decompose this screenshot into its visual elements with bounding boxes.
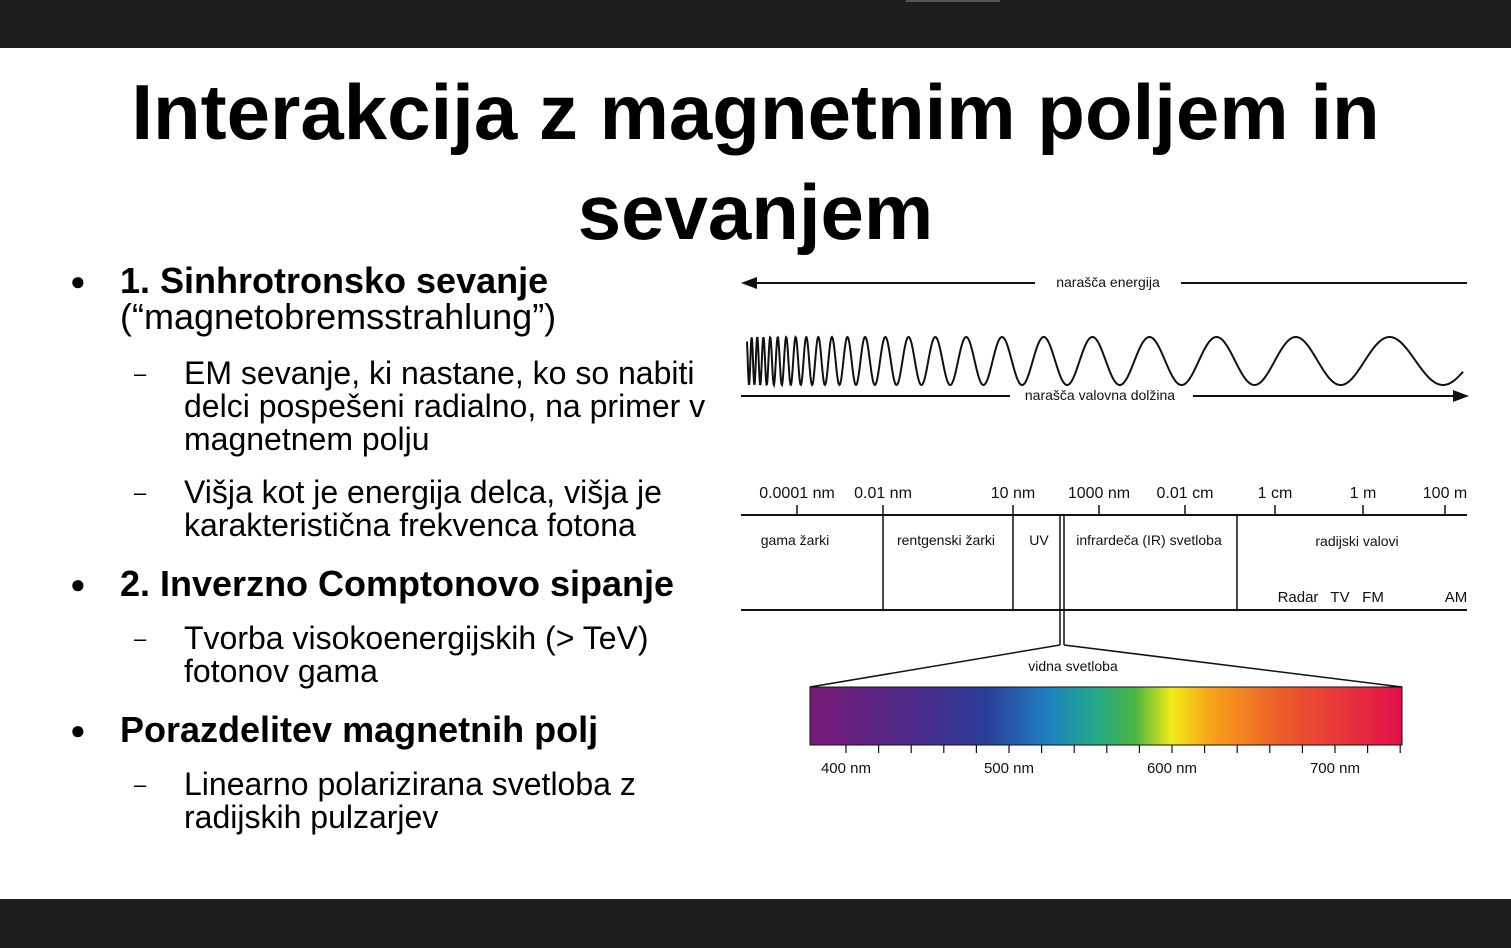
wavelength-label: narašča valovna dolžina	[1024, 387, 1176, 403]
visible-light-label: vidna svetloba	[1028, 658, 1118, 674]
band-radio: radijski valovi	[1315, 533, 1399, 549]
bullet-subheading: (“magnetobremsstrahlung”)	[120, 296, 557, 337]
sub-bullet	[70, 476, 720, 542]
scale-label: 0.0001 nm	[759, 485, 835, 502]
sub-bullet	[70, 357, 720, 456]
scale-label: 0.01 cm	[1156, 485, 1214, 502]
sub-bullet-text: EM sevanje, ki nastane, ko so nabiti delci pospešeni radialno, na primer v magnetnem polju	[184, 355, 706, 457]
wave-illustration	[747, 337, 1463, 385]
bullet-dot-icon: ●	[70, 569, 86, 599]
visible-400: 400 nm	[820, 760, 872, 777]
visible-700: 700 nm	[1309, 760, 1361, 777]
band-infrared: infrardeča (IR) svetloba	[1076, 532, 1222, 548]
bullet-heading: 1. Sinhrotronsko sevanje	[120, 260, 549, 301]
sub-bullet-text: Tvorba visokoenergijskih (> TeV) fotonov gama	[184, 620, 649, 689]
dash-icon: –	[134, 361, 147, 386]
wavelength-scale	[759, 485, 1467, 515]
window-tab-indicator	[906, 0, 1000, 2]
radio-fm: FM	[1362, 589, 1384, 606]
scale-label: 0.01 nm	[854, 485, 912, 502]
bullet-inverse-compton	[70, 563, 720, 604]
sub-bullet-text: Višja kot je energija delca, višja je karakteristična frekvenca fotona	[184, 474, 662, 543]
bullet-heading: Porazdelitev magnetnih polj	[120, 709, 599, 750]
top-bar	[0, 0, 1511, 48]
scale-label: 10 nm	[990, 485, 1036, 502]
slide	[0, 48, 1511, 899]
arrow-right-icon	[1453, 390, 1469, 402]
bullet-magnetic-fields	[70, 709, 720, 750]
bullet-synchrotron	[70, 260, 720, 337]
visible-scale-ticks	[846, 745, 1400, 753]
bullet-list	[70, 260, 720, 835]
sub-bullet	[70, 622, 720, 688]
band-uv: UV	[1029, 532, 1049, 548]
bottom-bar	[0, 899, 1511, 948]
band-gamma: gama žarki	[760, 532, 830, 548]
bullet-heading: 2. Inverzno Comptonovo sipanje	[120, 563, 675, 604]
radio-radar: Radar	[1277, 589, 1319, 606]
dash-icon: –	[134, 626, 147, 651]
bullet-dot-icon: ●	[70, 266, 86, 296]
visible-500: 500 nm	[983, 760, 1035, 777]
bullet-dot-icon: ●	[70, 715, 86, 745]
scale-label: 1 cm	[1257, 485, 1293, 502]
scale-label: 1 m	[1349, 485, 1377, 502]
slide-title: Interakcija z magnetnim poljem in sevanjem	[131, 68, 1380, 256]
dash-icon: –	[134, 480, 147, 505]
radio-am: AM	[1444, 589, 1468, 606]
scale-label: 1000 nm	[1067, 485, 1131, 502]
band-xray: rentgenski žarki	[896, 532, 996, 548]
sub-bullet-text: Linearno polarizirana svetloba z radijskih pulzarjev	[184, 766, 636, 835]
arrow-left-icon	[741, 277, 757, 289]
scale-label: 100 m	[1422, 485, 1468, 502]
visible-spectrum-bar	[810, 687, 1402, 745]
dash-icon: –	[134, 772, 147, 797]
visible-600: 600 nm	[1146, 760, 1198, 777]
em-spectrum-diagram	[715, 260, 1495, 870]
radio-tv: TV	[1330, 589, 1350, 606]
sub-bullet	[70, 768, 720, 834]
energy-label: narašča energija	[1056, 274, 1160, 290]
